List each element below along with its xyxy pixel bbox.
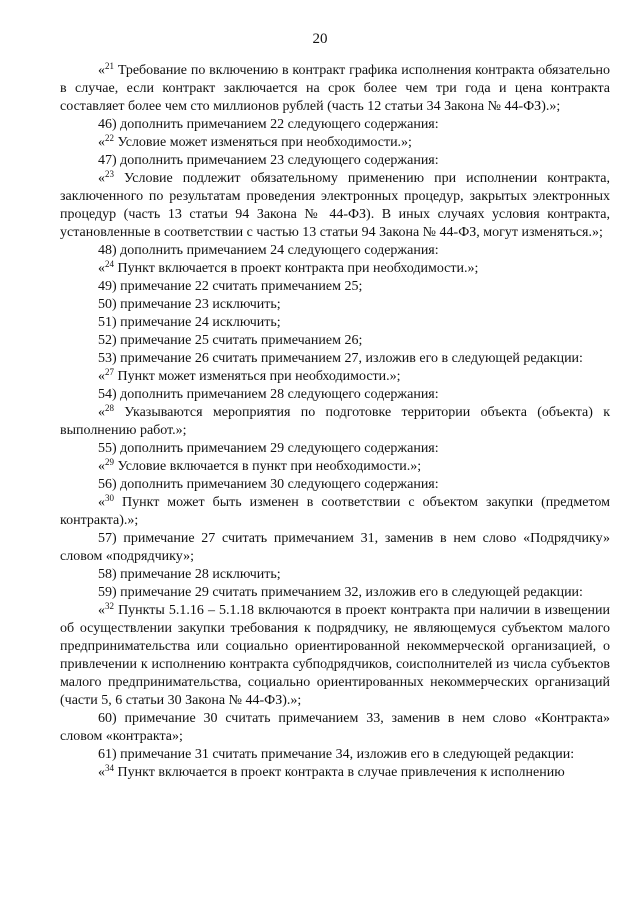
paragraph xyxy=(60,62,610,116)
paragraph-text: Указываются мероприятия по подготовке территории объекта (объекта) к выполнению работ.»; xyxy=(60,405,610,438)
paragraph-text: Пункт включается в проект контракта при необходимости.»; xyxy=(114,261,479,276)
footnote-marker: 21 xyxy=(105,61,114,71)
page-number: 20 xyxy=(312,31,328,47)
open-quote: « xyxy=(98,369,105,384)
paragraph xyxy=(60,584,610,602)
paragraph-text: Требование по включению в контракт графика исполнения контракта обязательно в случае, если контракт заключается на срок более чем три года и цена контракта составляет более чем сто миллионов рублей (часть 12 статьи 34 Закона № 44-ФЗ).»; xyxy=(60,63,610,114)
open-quote: « xyxy=(98,495,105,510)
open-quote: « xyxy=(98,135,105,150)
paragraph xyxy=(60,602,610,710)
paragraph xyxy=(60,764,610,782)
footnote-marker: 30 xyxy=(105,493,114,503)
paragraph-text: 53) примечание 26 считать примечанием 27, изложив его в следующей редакции: xyxy=(98,351,583,366)
paragraph xyxy=(60,242,610,260)
paragraph-text: Условие может изменяться при необходимости.»; xyxy=(114,135,412,150)
paragraph xyxy=(60,494,610,530)
open-quote: « xyxy=(98,171,105,186)
paragraph-text: 54) дополнить примечанием 28 следующего содержания: xyxy=(98,387,439,402)
footnote-marker: 22 xyxy=(105,133,114,143)
open-quote: « xyxy=(98,459,105,474)
paragraph xyxy=(60,278,610,296)
open-quote: « xyxy=(98,765,105,780)
footnote-marker: 27 xyxy=(105,367,114,377)
paragraph xyxy=(60,404,610,440)
paragraph-text: 49) примечание 22 считать примечанием 25; xyxy=(98,279,363,294)
paragraph-text: Пункты 5.1.16 – 5.1.18 включаются в проект контракта при наличии в извещении об осуществлении закупки требования к подрядчику, не являющемуся субъектом малого предпринимательства или социально ориентированной некоммерческой организацией, о привлечении к исполнению контракта субподрядчиков, соисполнителей из числа субъектов малого предпринимательства, социально ориентированных некоммерческих организаций (части 5, 6 статьи 30 Закона № 44-ФЗ).»; xyxy=(60,603,610,708)
paragraph xyxy=(60,476,610,494)
paragraph-text: 55) дополнить примечанием 29 следующего содержания: xyxy=(98,441,439,456)
paragraph-text: 56) дополнить примечанием 30 следующего содержания: xyxy=(98,477,439,492)
paragraph xyxy=(60,566,610,584)
footnote-marker: 28 xyxy=(105,403,114,413)
document-body xyxy=(60,62,610,782)
paragraph-text: 51) примечание 24 исключить; xyxy=(98,315,281,330)
paragraph-text: Условие включается в пункт при необходимости.»; xyxy=(114,459,422,474)
open-quote: « xyxy=(98,261,105,276)
paragraph xyxy=(60,440,610,458)
paragraph xyxy=(60,386,610,404)
paragraph xyxy=(60,458,610,476)
paragraph xyxy=(60,746,610,764)
paragraph-text: Условие подлежит обязательному применению при исполнении контракта, заключенного по результатам проведения электронных процедур, закрытых электронных процедур (часть 13 статьи 94 Закона № 44-ФЗ). В иных случаях условия контракта, установленные в соответствии с частью 13 статьи 94 Закона № 44-ФЗ, могут изменяться.»; xyxy=(60,171,610,240)
paragraph-text: Пункт может быть изменен в соответствии с объектом закупки (предметом контракта).»; xyxy=(60,495,610,528)
paragraph xyxy=(60,314,610,332)
open-quote: « xyxy=(98,603,105,618)
paragraph xyxy=(60,152,610,170)
paragraph-text: 48) дополнить примечанием 24 следующего содержания: xyxy=(98,243,439,258)
paragraph-text: Пункт может изменяться при необходимости.»; xyxy=(114,369,401,384)
paragraph-text: 46) дополнить примечанием 22 следующего содержания: xyxy=(98,117,439,132)
footnote-marker: 24 xyxy=(105,259,114,269)
paragraph xyxy=(60,260,610,278)
paragraph-text: Пункт включается в проект контракта в случае привлечения к исполнению xyxy=(114,765,565,780)
footnote-marker: 29 xyxy=(105,457,114,467)
footnote-marker: 23 xyxy=(105,169,114,179)
paragraph xyxy=(60,368,610,386)
paragraph-text: 58) примечание 28 исключить; xyxy=(98,567,281,582)
paragraph xyxy=(60,134,610,152)
paragraph-text: 59) примечание 29 считать примечанием 32, изложив его в следующей редакции: xyxy=(98,585,583,600)
paragraph xyxy=(60,350,610,368)
paragraph xyxy=(60,332,610,350)
paragraph-text: 60) примечание 30 считать примечанием 33, заменив в нем слово «Контракта» словом «контракта»; xyxy=(60,711,610,744)
paragraph-text: 57) примечание 27 считать примечанием 31, заменив в нем слово «Подрядчику» словом «подрядчику»; xyxy=(60,531,610,564)
paragraph-text: 50) примечание 23 исключить; xyxy=(98,297,281,312)
paragraph-text: 47) дополнить примечанием 23 следующего содержания: xyxy=(98,153,439,168)
paragraph-text: 52) примечание 25 считать примечанием 26; xyxy=(98,333,363,348)
open-quote: « xyxy=(98,405,105,420)
footnote-marker: 32 xyxy=(105,601,114,611)
paragraph xyxy=(60,710,610,746)
paragraph-text: 61) примечание 31 считать примечание 34, изложив его в следующей редакции: xyxy=(98,747,575,762)
paragraph xyxy=(60,116,610,134)
footnote-marker: 34 xyxy=(105,763,114,773)
open-quote: « xyxy=(98,63,105,78)
paragraph xyxy=(60,296,610,314)
paragraph xyxy=(60,530,610,566)
paragraph xyxy=(60,170,610,242)
